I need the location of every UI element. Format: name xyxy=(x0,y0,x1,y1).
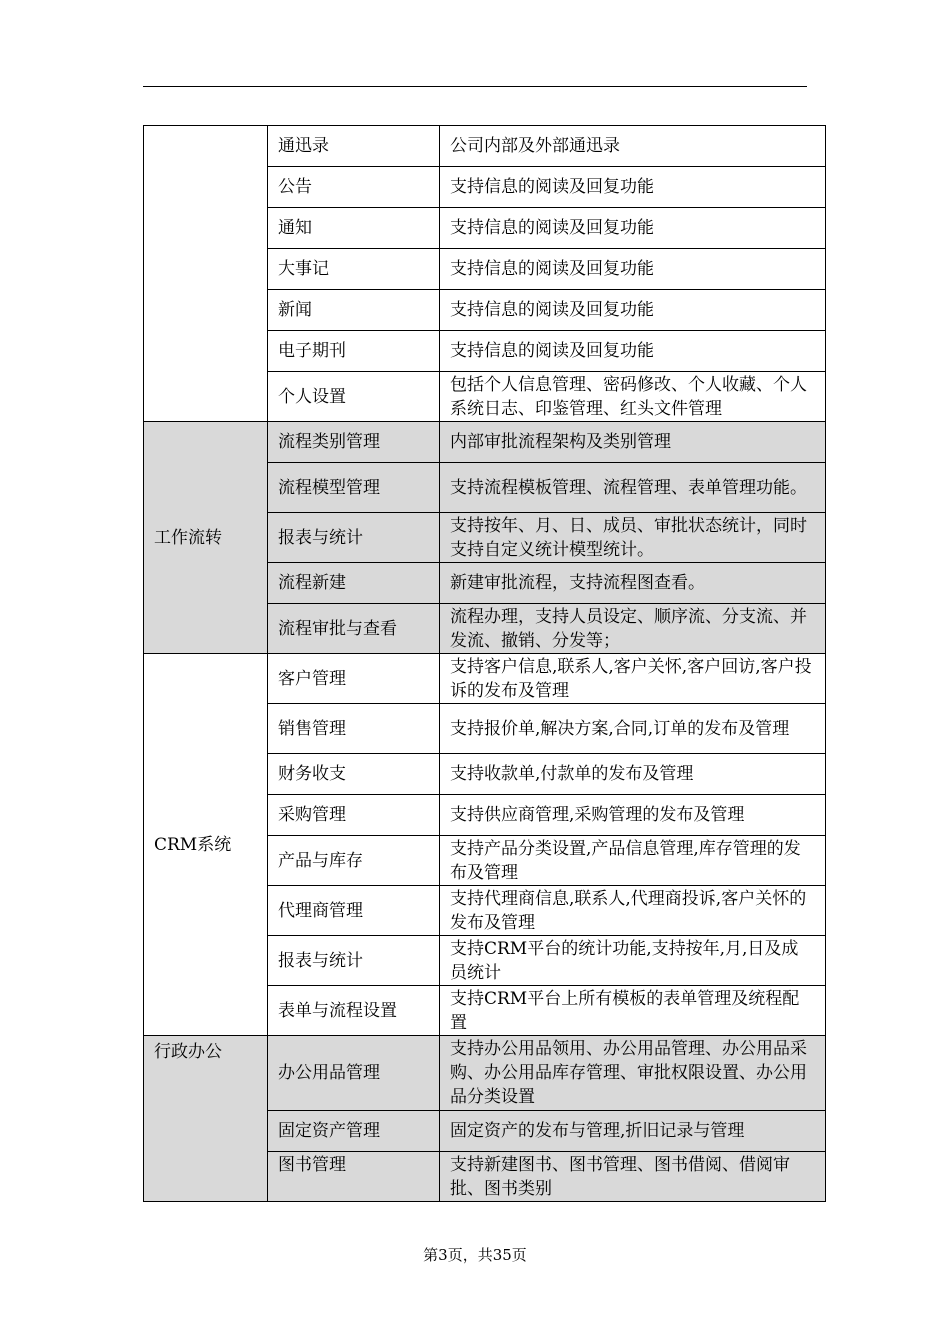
function-desc: 支持CRM平台上所有模板的表单管理及统程配置 xyxy=(440,986,826,1036)
function-name: 大事记 xyxy=(268,249,440,290)
function-desc: 支持客户信息,联系人,客户关怀,客户回访,客户投诉的发布及管理 xyxy=(440,654,826,704)
function-name: 客户管理 xyxy=(268,654,440,704)
category-cell xyxy=(144,126,268,422)
table-row xyxy=(144,654,826,704)
function-desc: 支持新建图书、图书管理、图书借阅、借阅审批、图书类别 xyxy=(440,1152,826,1202)
function-name: 财务收支 xyxy=(268,754,440,795)
function-name: 电子期刊 xyxy=(268,331,440,372)
function-name: 报表与统计 xyxy=(268,936,440,986)
function-desc: 支持办公用品领用、办公用品管理、办公用品采购、办公用品库存管理、审批权限设置、办公用品分类设置 xyxy=(440,1036,826,1111)
page-footer: 第3页，共35页 xyxy=(423,1246,527,1264)
function-desc: 支持信息的阅读及回复功能 xyxy=(440,290,826,331)
function-desc: 支持产品分类设置,产品信息管理,库存管理的发布及管理 xyxy=(440,836,826,886)
function-desc: 支持代理商信息,联系人,代理商投诉,客户关怀的发布及管理 xyxy=(440,886,826,936)
function-name: 采购管理 xyxy=(268,795,440,836)
function-desc: 支持报价单,解决方案,合同,订单的发布及管理 xyxy=(440,704,826,754)
function-name: 代理商管理 xyxy=(268,886,440,936)
function-desc: 内部审批流程架构及类别管理 xyxy=(440,422,826,463)
feature-table xyxy=(143,125,826,1202)
function-desc: 包括个人信息管理、密码修改、个人收藏、个人系统日志、印鉴管理、红头文件管理 xyxy=(440,372,826,422)
function-desc: 支持信息的阅读及回复功能 xyxy=(440,249,826,290)
function-name: 产品与库存 xyxy=(268,836,440,886)
function-name: 表单与流程设置 xyxy=(268,986,440,1036)
function-name: 新闻 xyxy=(268,290,440,331)
function-desc: 支持CRM平台的统计功能,支持按年,月,日及成员统计 xyxy=(440,936,826,986)
function-name: 个人设置 xyxy=(268,372,440,422)
category-cell: 工作流转 xyxy=(144,422,268,654)
function-desc: 支持收款单,付款单的发布及管理 xyxy=(440,754,826,795)
function-name: 流程类别管理 xyxy=(268,422,440,463)
function-desc: 支持供应商管理,采购管理的发布及管理 xyxy=(440,795,826,836)
table-row xyxy=(144,1036,826,1111)
header-rule xyxy=(143,86,807,87)
function-desc: 支持按年、月、日、成员、审批状态统计，同时支持自定义统计模型统计。 xyxy=(440,513,826,563)
function-desc: 公司内部及外部通迅录 xyxy=(440,126,826,167)
function-name: 图书管理 xyxy=(268,1152,440,1202)
function-name: 流程审批与查看 xyxy=(268,604,440,654)
category-cell: 行政办公 xyxy=(144,1036,268,1202)
function-name: 公告 xyxy=(268,167,440,208)
function-desc: 支持信息的阅读及回复功能 xyxy=(440,208,826,249)
table-row xyxy=(144,126,826,167)
function-name: 销售管理 xyxy=(268,704,440,754)
function-name: 流程新建 xyxy=(268,563,440,604)
function-name: 通知 xyxy=(268,208,440,249)
function-desc: 流程办理，支持人员设定、顺序流、分支流、并发流、撤销、分发等； xyxy=(440,604,826,654)
function-desc: 支持流程模板管理、流程管理、表单管理功能。 xyxy=(440,463,826,513)
category-cell: CRM系统 xyxy=(144,654,268,1036)
function-name: 流程模型管理 xyxy=(268,463,440,513)
function-name: 通迅录 xyxy=(268,126,440,167)
function-name: 办公用品管理 xyxy=(268,1036,440,1111)
table-row xyxy=(144,422,826,463)
function-name: 报表与统计 xyxy=(268,513,440,563)
function-desc: 支持信息的阅读及回复功能 xyxy=(440,331,826,372)
function-desc: 新建审批流程，支持流程图查看。 xyxy=(440,563,826,604)
function-desc: 固定资产的发布与管理,折旧记录与管理 xyxy=(440,1111,826,1152)
function-desc: 支持信息的阅读及回复功能 xyxy=(440,167,826,208)
function-name: 固定资产管理 xyxy=(268,1111,440,1152)
